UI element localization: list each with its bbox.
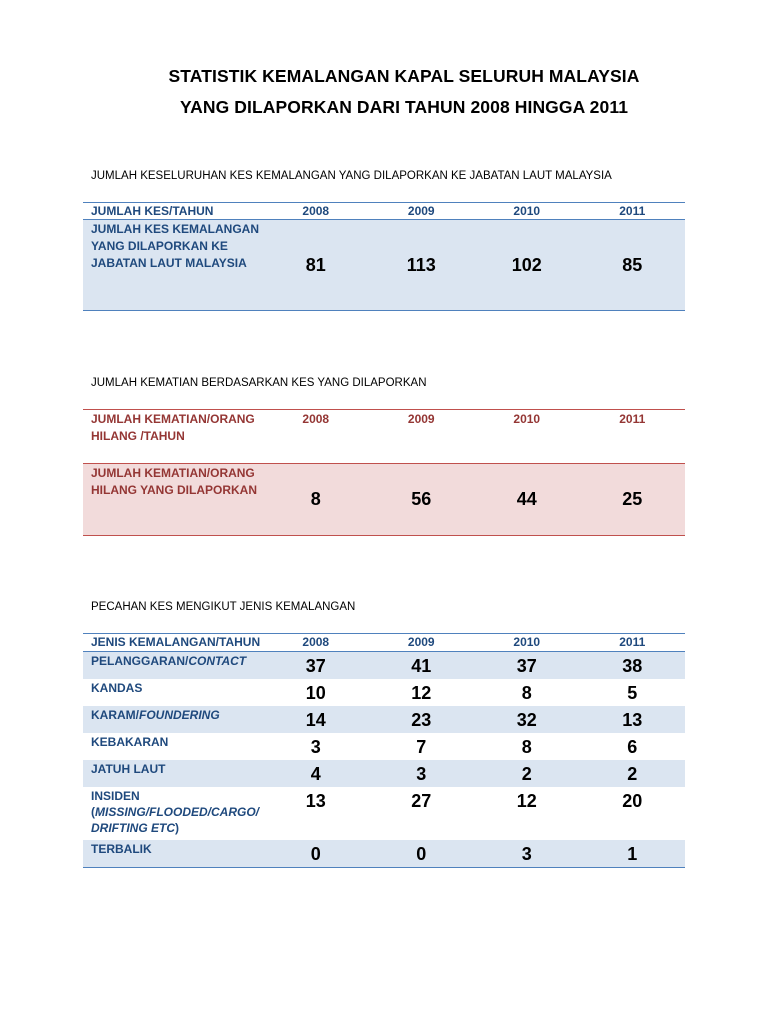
page-title-line-2: YANG DILAPORKAN DARI TAHUN 2008 HINGGA 2011 [179, 97, 629, 117]
row-label: KANDAS [91, 681, 143, 695]
header-label: JUMLAH KEMATIAN/ORANG HILANG /TAHUN [83, 410, 263, 464]
value-cell: 38 [580, 652, 686, 680]
accident-type-rows [83, 652, 685, 868]
row-label: INSIDEN (MISSING/FLOODED/CARGO/ DRIFTING ETC) [91, 789, 260, 835]
value-cell: 6 [627, 737, 638, 757]
year-header: 2009 [369, 410, 475, 464]
total-cases-table [83, 202, 685, 311]
value-cell: 102 [474, 220, 580, 311]
table-row [83, 733, 685, 760]
table-header-row [83, 410, 685, 464]
value-cell: 13 [305, 791, 326, 811]
value-cell: 3 [369, 760, 475, 787]
value-cell: 3 [310, 737, 321, 757]
year-header: 2008 [263, 410, 369, 464]
year-header: 2008 [263, 203, 369, 220]
year-header: 2008 [263, 634, 369, 652]
year-header: 2009 [369, 203, 475, 220]
row-label: KEBAKARAN [91, 735, 169, 749]
value-cell: 56 [369, 464, 475, 536]
table-row [83, 464, 685, 536]
value-cell: 0 [263, 840, 369, 868]
value-cell: 23 [369, 706, 475, 733]
row-label: PELANGGARAN/CONTACT [83, 652, 263, 680]
value-cell: 20 [622, 791, 643, 811]
table-row [83, 840, 685, 868]
value-cell: 10 [305, 683, 326, 703]
accident-type-table [83, 633, 685, 868]
value-cell: 8 [521, 737, 532, 757]
year-header: 2011 [580, 203, 686, 220]
section1-title: JUMLAH KESELURUHAN KES KEMALANGAN YANG DILAPORKAN KE JABATAN LAUT MALAYSIA [91, 170, 612, 182]
year-header: 2010 [474, 410, 580, 464]
value-cell: 2 [474, 760, 580, 787]
value-cell: 85 [580, 220, 686, 311]
page-title-line-1: STATISTIK KEMALANGAN KAPAL SELURUH MALAYSIA [168, 66, 640, 86]
year-header: 2010 [474, 203, 580, 220]
value-cell: 41 [369, 652, 475, 680]
value-cell: 25 [580, 464, 686, 536]
row-label: KARAM/FOUNDERING [83, 706, 263, 733]
value-cell: 37 [474, 652, 580, 680]
value-cell: 0 [369, 840, 475, 868]
year-header: 2011 [580, 410, 686, 464]
value-cell: 81 [263, 220, 369, 311]
row-label: TERBALIK [83, 840, 263, 868]
table-row [83, 652, 685, 680]
value-cell: 4 [263, 760, 369, 787]
value-cell: 113 [369, 220, 475, 311]
header-label: JUMLAH KES/TAHUN [83, 203, 263, 220]
year-header: 2009 [369, 634, 475, 652]
table-row [83, 787, 685, 840]
table-header-row [83, 203, 685, 220]
value-cell: 7 [416, 737, 427, 757]
year-header: 2011 [580, 634, 686, 652]
value-cell: 37 [263, 652, 369, 680]
value-cell: 32 [474, 706, 580, 733]
section2-title: JUMLAH KEMATIAN BERDASARKAN KES YANG DILAPORKAN [91, 377, 427, 389]
row-label: JUMLAH KEMATIAN/ORANG HILANG YANG DILAPORKAN [83, 464, 263, 536]
value-cell: 14 [263, 706, 369, 733]
row-label: JUMLAH KES KEMALANGAN YANG DILAPORKAN KE JABATAN LAUT MALAYSIA [83, 220, 263, 311]
table-row [83, 760, 685, 787]
value-cell: 27 [411, 791, 432, 811]
value-cell: 13 [580, 706, 686, 733]
table-header-row [83, 634, 685, 652]
value-cell: 8 [521, 683, 532, 703]
deaths-table [83, 409, 685, 536]
value-cell: 1 [580, 840, 686, 868]
value-cell: 3 [474, 840, 580, 868]
table-row [83, 679, 685, 706]
row-label: JATUH LAUT [83, 760, 263, 787]
value-cell: 44 [474, 464, 580, 536]
section3-title: PECAHAN KES MENGIKUT JENIS KEMALANGAN [91, 601, 356, 613]
value-cell: 12 [411, 683, 432, 703]
table-row [83, 220, 685, 311]
value-cell: 12 [516, 791, 537, 811]
year-header: 2010 [474, 634, 580, 652]
value-cell: 5 [627, 683, 638, 703]
value-cell: 2 [580, 760, 686, 787]
value-cell: 8 [263, 464, 369, 536]
header-label: JENIS KEMALANGAN/TAHUN [83, 634, 263, 652]
table-row [83, 706, 685, 733]
